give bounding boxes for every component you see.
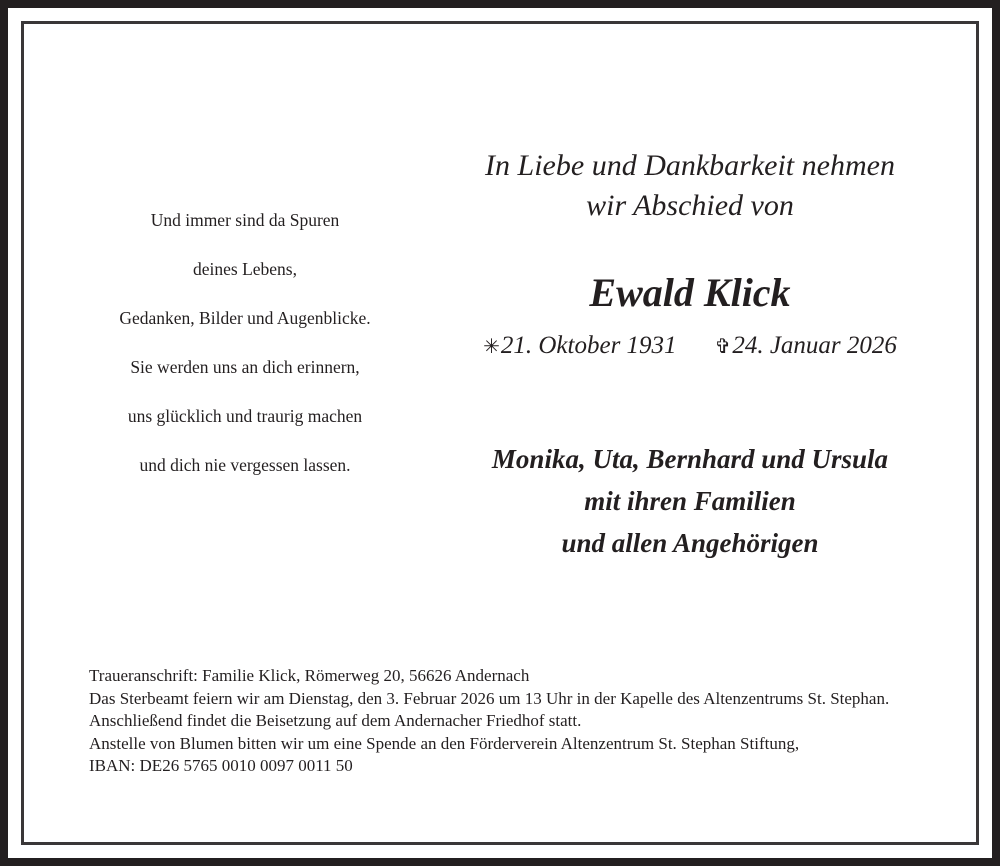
intro-text: [440, 146, 940, 226]
deceased-name: Ewald Klick: [589, 270, 791, 315]
star-birth-icon: ✳: [483, 336, 500, 358]
poem-line: Sie werden uns an dich erinnern,: [130, 357, 360, 377]
donation-info: Anstelle von Blumen bitten wir um eine Spende an den Förderverein Altenzentrum St. Stephan Stiftung,: [89, 733, 800, 753]
poem-line: Und immer sind da Spuren: [150, 210, 340, 230]
poem-line: Gedanken, Bilder und Augenblicke.: [119, 308, 371, 328]
intro-line: wir Abschied von: [586, 189, 794, 222]
poem: [70, 196, 420, 490]
burial-info: Anschließend findet die Beisetzung auf dem Andernacher Friedhof statt.: [89, 711, 582, 730]
mourners-line: Monika, Uta, Bernhard und Ursula: [491, 444, 889, 474]
service-info: Das Sterbeamt feiern wir am Dienstag, den 3. Februar 2026 um 13 Uhr in der Kapelle des Altenzentrums St. Stephan.: [89, 688, 890, 708]
mourners-line: mit ihren Familien: [584, 486, 796, 516]
mourners: [420, 438, 960, 564]
iban: IBAN: DE26 5765 0010 0097 0011 50: [89, 756, 353, 775]
poem-line: uns glücklich und traurig machen: [127, 406, 363, 426]
life-dates: [440, 329, 940, 364]
poem-line: deines Lebens,: [193, 259, 297, 279]
funeral-info: [89, 665, 969, 778]
death-date: 24. Januar 2026: [732, 332, 897, 359]
intro-line: In Liebe und Dankbarkeit nehmen: [485, 149, 895, 182]
poem-line: und dich nie vergessen lassen.: [139, 455, 351, 475]
birth-date: 21. Oktober 1931: [500, 332, 677, 359]
mourning-address: Traueranschrift: Familie Klick, Römerweg 20, 56626 Andernach: [89, 666, 530, 685]
mourners-line: und allen Angehörigen: [561, 528, 819, 558]
cross-death-icon: ✞: [714, 336, 732, 358]
